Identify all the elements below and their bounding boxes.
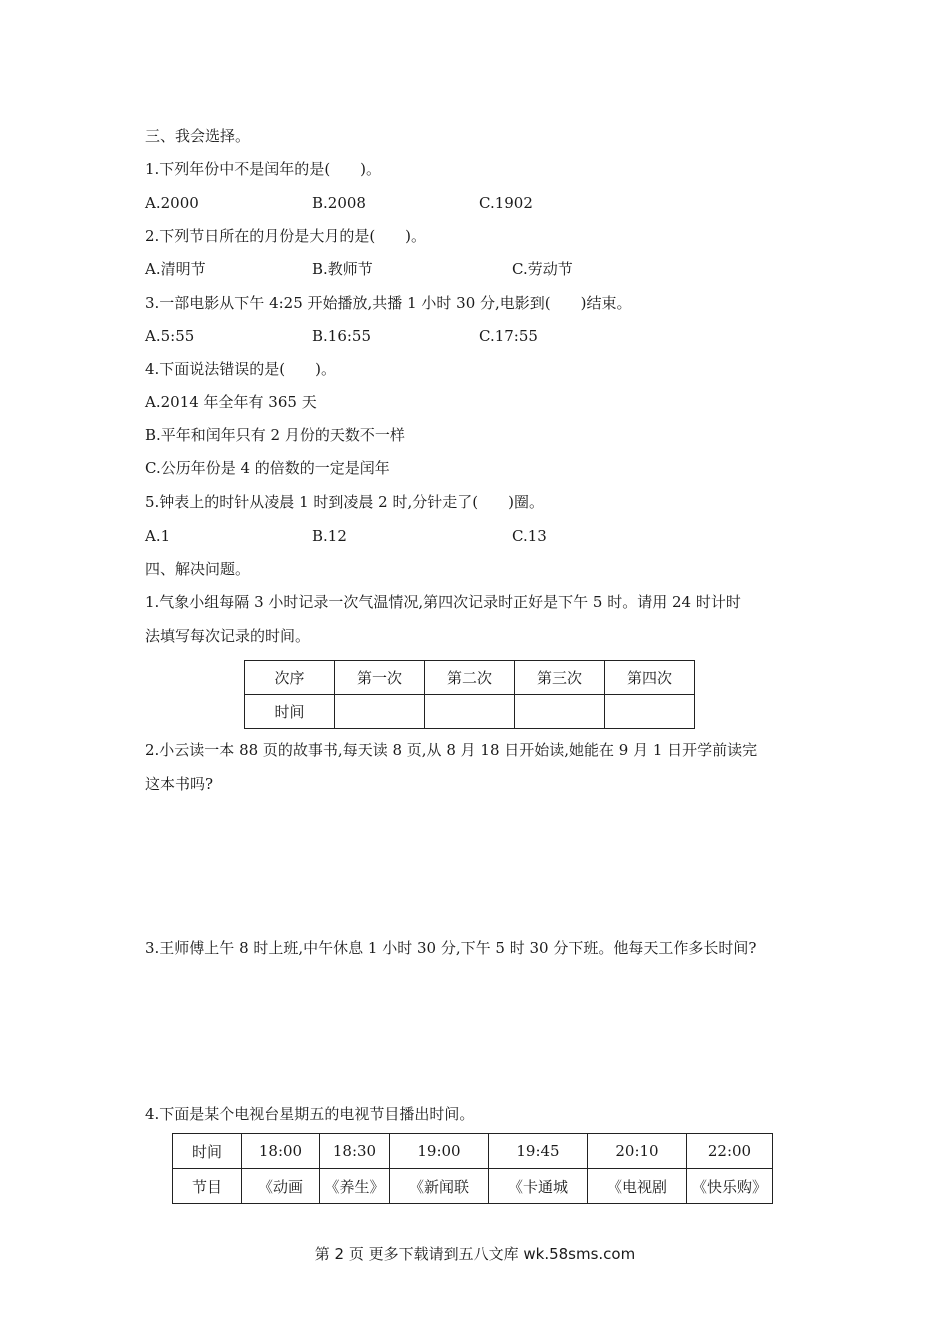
answer-cell-3[interactable] [515,695,605,729]
table-header-cell: 次序 [245,661,335,695]
table-row [173,1134,773,1169]
program-cell: 《电视剧 [588,1169,687,1204]
problem-2-line-2: 这本书吗? [145,775,214,793]
problem-1-line-1: 1.气象小组每隔 3 小时记录一次气温情况,第四次记录时正好是下午 5 时。请用 24 时计时 [145,593,741,611]
question-5: 5.钟表上的时针从凌晨 1 时到凌晨 2 时,分针走了( )圈。 [145,493,544,511]
time-cell: 19:45 [489,1134,588,1169]
q5-option-a: A.1 [145,527,171,545]
program-cell: 《动画 [242,1169,320,1204]
time-cell: 18:00 [242,1134,320,1169]
table-row [245,661,695,695]
program-cell: 《新闻联 [390,1169,489,1204]
table-row-label: 节目 [173,1169,242,1204]
q5-option-b: B.12 [312,527,347,545]
table-header-cell: 第三次 [515,661,605,695]
q5-option-c: C.13 [512,527,547,545]
answer-cell-4[interactable] [605,695,695,729]
question-1: 1.下列年份中不是闰年的是( )。 [145,160,382,178]
problem-1-line-2: 法填写每次记录的时间。 [145,627,311,645]
page-footer: 第 2 页 更多下载请到五八文库 wk.58sms.com [314,1245,636,1263]
answer-cell-1[interactable] [335,695,425,729]
problem-3: 3.王师傅上午 8 时上班,中午休息 1 小时 30 分,下午 5 时 30 分下班。他每天工作多长时间? [145,939,757,957]
table-row-label: 时间 [245,695,335,729]
table-header-cell: 第一次 [335,661,425,695]
answer-cell-2[interactable] [425,695,515,729]
program-cell: 《卡通城 [489,1169,588,1204]
time-cell: 18:30 [320,1134,390,1169]
question-3: 3.一部电影从下午 4:25 开始播放,共播 1 小时 30 分,电影到( )结束。 [145,294,632,312]
problem-4: 4.下面是某个电视台星期五的电视节目播出时间。 [145,1105,475,1123]
table-row-label: 时间 [173,1134,242,1169]
q4-option-a: A.2014 年全年有 365 天 [145,393,317,411]
q2-option-b: B.教师节 [312,260,373,278]
program-cell: 《养生》 [320,1169,390,1204]
record-time-table [244,660,695,729]
q1-option-b: B.2008 [312,194,366,212]
q3-option-a: A.5:55 [145,327,195,345]
time-cell: 22:00 [687,1134,773,1169]
q1-option-c: C.1902 [479,194,533,212]
program-cell: 《快乐购》 [687,1169,773,1204]
table-header-cell: 第四次 [605,661,695,695]
section-heading-choice: 三、我会选择。 [145,127,251,145]
problem-2-line-1: 2.小云读一本 88 页的故事书,每天读 8 页,从 8 月 18 日开始读,她能在 9 月 1 日开学前读完 [145,741,758,759]
table-row [245,695,695,729]
q4-option-c: C.公历年份是 4 的倍数的一定是闰年 [145,459,390,477]
time-cell: 20:10 [588,1134,687,1169]
time-cell: 19:00 [390,1134,489,1169]
q3-option-b: B.16:55 [312,327,372,345]
q3-option-c: C.17:55 [479,327,538,345]
q2-option-a: A.清明节 [145,260,206,278]
question-2: 2.下列节日所在的月份是大月的是( )。 [145,227,427,245]
section-heading-problems: 四、解决问题。 [145,560,251,578]
tv-schedule-table [172,1133,773,1204]
q4-option-b: B.平年和闰年只有 2 月份的天数不一样 [145,426,405,444]
q1-option-a: A.2000 [145,194,199,212]
table-header-cell: 第二次 [425,661,515,695]
table-row [173,1169,773,1204]
question-4: 4.下面说法错误的是( )。 [145,360,337,378]
q2-option-c: C.劳动节 [512,260,573,278]
